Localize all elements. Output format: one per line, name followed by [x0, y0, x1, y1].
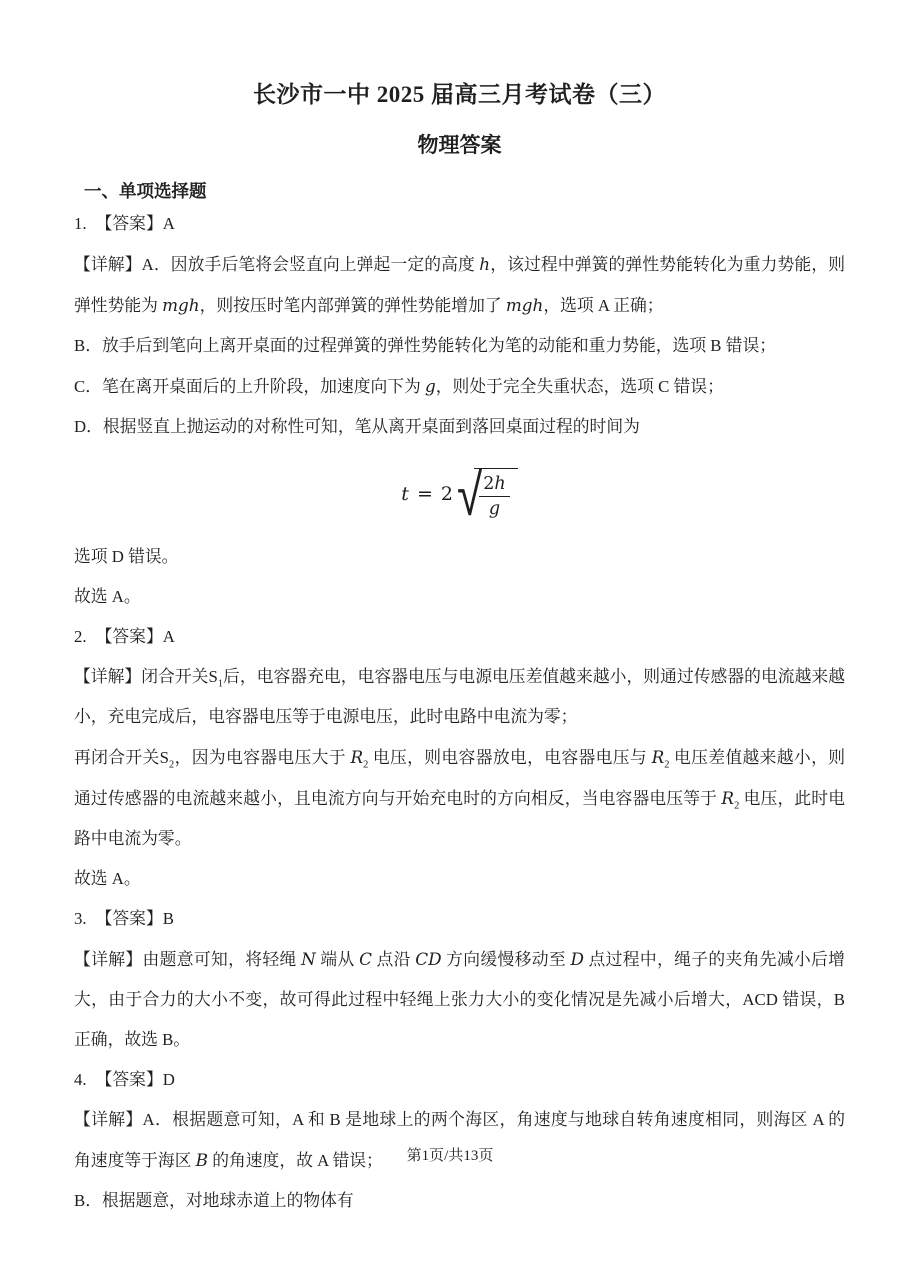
- q4-answer-line: [74, 1060, 845, 1100]
- document-title: 长沙市一中 2025 届高三月考试卷（三）: [253, 82, 666, 107]
- fraction-denominator: g: [488, 499, 501, 520]
- q4-option-b-paragraph: B．根据题意，对地球赤道上的物体有: [74, 1191, 354, 1211]
- q1-conclusion-d-paragraph: 选项 D 错误。: [74, 547, 179, 567]
- q3-answer-label: 【答案】: [95, 909, 163, 929]
- q2-final-answer-paragraph: 故选 A。: [74, 869, 141, 889]
- q1-detail-paragraph: 【详解】A．因放手后笔将会竖直向上弹起一定的高度 h，该过程中弹簧的弹性势能转化为重力势能，则弹性势能为 mgh，则按压时笔内部弹簧的弹性势能增加了 mgh，选项 A 正确；: [74, 254, 845, 316]
- fraction-numerator: 2h: [479, 473, 509, 498]
- q3-answer-line: [74, 899, 845, 939]
- section-heading: 一、单项选择题: [84, 181, 207, 202]
- q4-answer-value: D: [162, 1070, 175, 1090]
- q2-answer-value: A: [162, 627, 175, 647]
- q1-formula: [74, 457, 845, 531]
- q4-detail-paragraph: 【详解】A．根据题意可知，A 和 B 是地球上的两个海区，角速度与地球自转角速度相同，则海区 A 的角速度等于海区 B 的角速度，故 A 错误；: [74, 1110, 845, 1171]
- radical-sign: √: [457, 460, 483, 530]
- q4-answer-label: 【答案】: [95, 1070, 163, 1090]
- fraction: [479, 473, 509, 522]
- q2-detail-paragraph-2: 再闭合开关$S_2$，因为电容器电压大于 $R_2$ 电压，则电容器放电，电容器电压与 $R_2$ 电压差值越来越小，则通过传感器的电流越来越小，且电流方向与开始充电时的方向相反，当电容器电压等于 $R_2$ 电压，此时电路中电流为零。: [74, 747, 845, 849]
- q2-answer-label: 【答案】: [95, 627, 163, 647]
- q3-detail-paragraph: 【详解】由题意可知，将轻绳 N 端从 C 点沿 CD 方向缓慢移动至 D 点过程中，绳子的夹角先减小后增大，由于合力的大小不变，故可得此过程中轻绳上张力大小的变化情况是先减小后增大，ACD 错误，B 正确，故选 B。: [74, 949, 845, 1050]
- document-subtitle: 物理答案: [417, 133, 502, 158]
- q1-answer-label: 【答案】: [95, 214, 163, 234]
- q4-number: 4.: [74, 1070, 87, 1090]
- q1-number: 1.: [74, 214, 87, 234]
- formula-lhs: t = 2: [401, 483, 455, 506]
- square-root: [457, 460, 518, 530]
- q3-answer-value: B: [162, 909, 174, 929]
- q1-option-d-paragraph: D．根据竖直上抛运动的对称性可知，笔从离开桌面到落回桌面过程的时间为: [74, 417, 640, 437]
- q3-number: 3.: [74, 909, 87, 929]
- q1-final-answer-paragraph: 故选 A。: [74, 587, 141, 607]
- q1-answer-line: [74, 204, 845, 244]
- q2-answer-line: [74, 617, 845, 657]
- q2-number: 2.: [74, 627, 87, 647]
- page-number: 第1页/共13页: [406, 1148, 494, 1164]
- q1-option-b-paragraph: B．放手后到笔向上离开桌面的过程弹簧的弹性势能转化为笔的动能和重力势能，选项 B 错误；: [74, 336, 777, 356]
- q1-answer-value: A: [162, 214, 175, 234]
- math-expression: [401, 460, 517, 530]
- q1-option-c-paragraph: C．笔在离开桌面后的上升阶段，加速度向下为 g，则处于完全失重状态，选项 C 错误；: [74, 376, 724, 397]
- q2-detail-paragraph: 【详解】闭合开关$S_1$后，电容器充电，电容器电压与电源电压差值越来越小，则通过传感器的电流越来越小，充电完成后，电容器电压等于电源电压，此时电路中电流为零；: [74, 667, 845, 727]
